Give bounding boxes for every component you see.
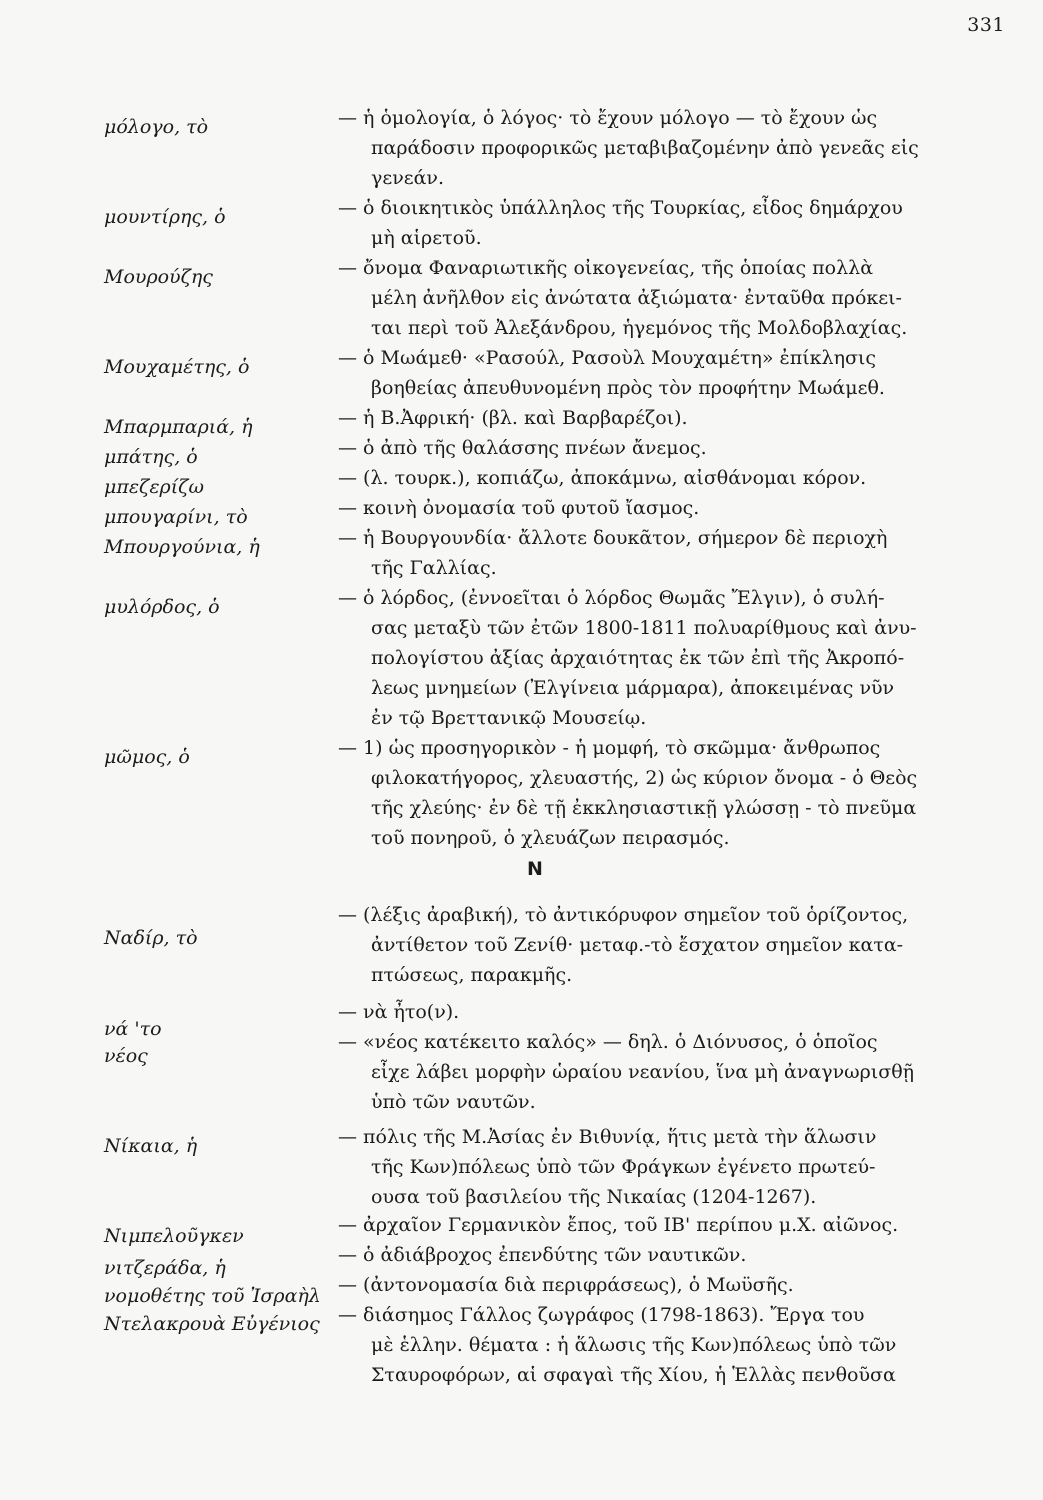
- definition-line: — ἀρχαῖον Γερμανικὸν ἔπος, τοῦ ΙΒ' περίπου μ.Χ. αἰῶνος.: [338, 1214, 899, 1236]
- entry-definition: [338, 1240, 988, 1270]
- definition-line: — ὁ διοικητικὸς ὑπάλληλος τῆς Τουρκίας, εἶδος δημάρχου: [338, 197, 903, 219]
- definition-line: τοῦ πονηροῦ, ὁ χλευάζων πειρασμός.: [371, 827, 730, 849]
- definition-line: γενεάν.: [371, 167, 445, 189]
- definition-line: — «νέος κατέκειτο καλός» — δηλ. ὁ Διόνυσος, ὁ ὁποῖος: [338, 1031, 878, 1053]
- definition-line: πτώσεως, παρακμῆς.: [371, 964, 573, 986]
- entry-definition: [338, 463, 988, 493]
- definition-line: μὴ αἱρετοῦ.: [371, 227, 482, 249]
- definition-line: παράδοσιν προφορικῶς μεταβιβαζομένην ἀπὸ γενεᾶς εἰς: [371, 137, 919, 159]
- entry-definition: [338, 1122, 988, 1212]
- entry-term: μουντίρης, ὁ: [104, 206, 226, 228]
- entry-definition: [338, 1300, 988, 1390]
- definition-line: — ὁ Μωάμεθ· «Ρασούλ, Ρασοὺλ Μουχαμέτη» ἐπίκλησις: [338, 347, 877, 369]
- entry-term: νιτζεράδα, ἡ: [104, 1257, 226, 1279]
- definition-line: — ὁ λόρδος, (ἐννοεῖται ὁ λόρδος Θωμᾶς Ἔλγιν), ὁ συλή-: [338, 587, 885, 609]
- entry-term: μπουγαρίνι, τὸ: [104, 506, 248, 528]
- definition-line: τῆς Γαλλίας.: [371, 557, 497, 579]
- definition-line: βοηθείας ἀπευθυνομένη πρὸς τὸν προφήτην Μωάμεθ.: [371, 377, 885, 399]
- entry-term: Ντελακρουὰ Εὐγένιος: [104, 1313, 320, 1335]
- definition-line: — ἡ Β.Ἀφρική· (βλ. καὶ Βαρβαρέζοι).: [338, 407, 688, 429]
- definition-line: λεως μνημείων (Ἐλγίνεια μάρμαρα), ἀποκειμένας νῦν: [371, 677, 895, 699]
- definition-line: ουσα τοῦ βασιλείου τῆς Νικαίας (1204-1267).: [371, 1186, 817, 1208]
- definition-line: μέλη ἀνῆλθον εἰς ἀνώτατα ἀξιώματα· ἐνταῦθα πρόκει-: [371, 287, 902, 309]
- entry-definition: [338, 493, 988, 523]
- entry-term: Μουχαμέτης, ὁ: [104, 356, 250, 378]
- definition-line: φιλοκατήγορος, χλευαστής, 2) ὡς κύριον ὄνομα - ὁ Θεὸς: [371, 767, 918, 789]
- entry-definition: [338, 253, 988, 343]
- entry-definition: [338, 343, 988, 403]
- definition-line: σας μεταξὺ τῶν ἐτῶν 1800-1811 πολυαρίθμους καὶ ἀνυ-: [371, 617, 917, 639]
- definition-line: — ἡ ὁμολογία, ὁ λόγος· τὸ ἔχουν μόλογο — τὸ ἔχουν ὡς: [338, 107, 878, 129]
- entry-term: μῶμος, ὁ: [104, 746, 190, 768]
- definition-line: — νὰ ἦτο(ν).: [338, 1001, 460, 1023]
- definition-line: ἐν τῷ Βρεττανικῷ Μουσείῳ.: [371, 707, 647, 729]
- definition-line: πολογίστου ἀξίας ἀρχαιότητας ἐκ τῶν ἐπὶ τῆς Ἀκροπό-: [371, 647, 905, 669]
- entry-term: μπάτης, ὁ: [104, 446, 198, 468]
- definition-line: ἀντίθετον τοῦ Ζενίθ· μεταφ.-τὸ ἔσχατον σημεῖον κατα-: [371, 934, 904, 956]
- entry-definition: [338, 523, 988, 583]
- entry-term: νομοθέτης τοῦ Ἰσραὴλ: [104, 1285, 321, 1307]
- section-letter-heading: N: [527, 858, 543, 880]
- entry-term: Νιμπελοῦγκεν: [104, 1225, 244, 1247]
- entry-definition: [338, 997, 988, 1027]
- entry-term: νά 'το: [104, 1018, 162, 1040]
- definition-line: — ὁ ἀδιάβροχος ἐπενδύτης τῶν ναυτικῶν.: [338, 1244, 747, 1266]
- entry-definition: [338, 433, 988, 463]
- definition-line: — (λέξις ἀραβική), τὸ ἀντικόρυφον σημεῖον τοῦ ὁρίζοντος,: [338, 904, 909, 926]
- entry-definition: [338, 1270, 988, 1300]
- definition-line: — (λ. τουρκ.), κοπιάζω, ἀποκάμνω, αἰσθάνομαι κόρον.: [338, 467, 867, 489]
- entry-definition: [338, 583, 988, 733]
- entry-definition: [338, 1027, 988, 1117]
- definition-line: μὲ ἑλλην. θέματα : ἡ ἅλωσις τῆς Κων)πόλεως ὑπὸ τῶν: [371, 1334, 897, 1356]
- definition-line: — ὄνομα Φαναριωτικῆς οἰκογενείας, τῆς ὁποίας πολλὰ: [338, 257, 874, 279]
- definition-line: τῆς χλεύης· ἐν δὲ τῇ ἐκκλησιαστικῇ γλώσσῃ - τὸ πνεῦμα: [371, 797, 917, 819]
- entry-term: Ναδίρ, τὸ: [104, 927, 198, 949]
- entry-term: Μουρούζης: [104, 266, 213, 288]
- definition-line: τῆς Κων)πόλεως ὑπὸ τῶν Φράγκων ἐγένετο πρωτεύ-: [371, 1156, 876, 1178]
- page-number: 331: [967, 14, 1005, 36]
- entry-definition: [338, 193, 988, 253]
- entry-definition: [338, 103, 988, 193]
- entry-definition: [338, 900, 988, 990]
- entry-term: Νίκαια, ἡ: [104, 1135, 198, 1157]
- definition-line: Σταυροφόρων, αἱ σφαγαὶ τῆς Χίου, ἡ Ἑλλὰς πενθοῦσα: [371, 1364, 896, 1386]
- definition-line: εἶχε λάβει μορφὴν ὡραίου νεανίου, ἵνα μὴ ἀναγνωρισθῇ: [371, 1061, 915, 1083]
- definition-line: — πόλις τῆς Μ.Ἀσίας ἐν Βιθυνίᾳ, ἥτις μετὰ τὴν ἅλωσιν: [338, 1126, 877, 1148]
- definition-line: — ἡ Βουργουνδία· ἄλλοτε δουκᾶτον, σήμερον δὲ περιοχὴ: [338, 527, 888, 549]
- definition-line: — κοινὴ ὀνομασία τοῦ φυτοῦ ἴασμος.: [338, 497, 700, 519]
- definition-line: ται περὶ τοῦ Ἀλεξάνδρου, ἡγεμόνος τῆς Μολδοβλαχίας.: [371, 317, 908, 339]
- entry-definition: [338, 1210, 988, 1240]
- entry-definition: [338, 733, 988, 853]
- definition-line: — διάσημος Γάλλος ζωγράφος (1798-1863). Ἔργα του: [338, 1304, 865, 1326]
- definition-line: — 1) ὡς προσηγορικὸν - ἡ μομφή, τὸ σκῶμμα· ἄνθρωπος: [338, 737, 881, 759]
- definition-line: ὑπὸ τῶν ναυτῶν.: [371, 1091, 536, 1113]
- definition-line: — ὁ ἀπὸ τῆς θαλάσσης πνέων ἄνεμος.: [338, 437, 707, 459]
- entry-definition: [338, 403, 988, 433]
- entry-term: νέος: [104, 1045, 148, 1067]
- entry-term: Μπουργούνια, ἡ: [104, 536, 260, 558]
- definition-line: — (ἀντονομασία διὰ περιφράσεως), ὁ Μωϋσῆς.: [338, 1274, 794, 1296]
- entry-term: μόλογο, τὸ: [104, 116, 209, 138]
- entry-term: μυλόρδος, ὁ: [104, 596, 220, 618]
- entry-term: μπεζερίζω: [104, 476, 204, 498]
- entry-term: Μπαρμπαριά, ἡ: [104, 416, 253, 438]
